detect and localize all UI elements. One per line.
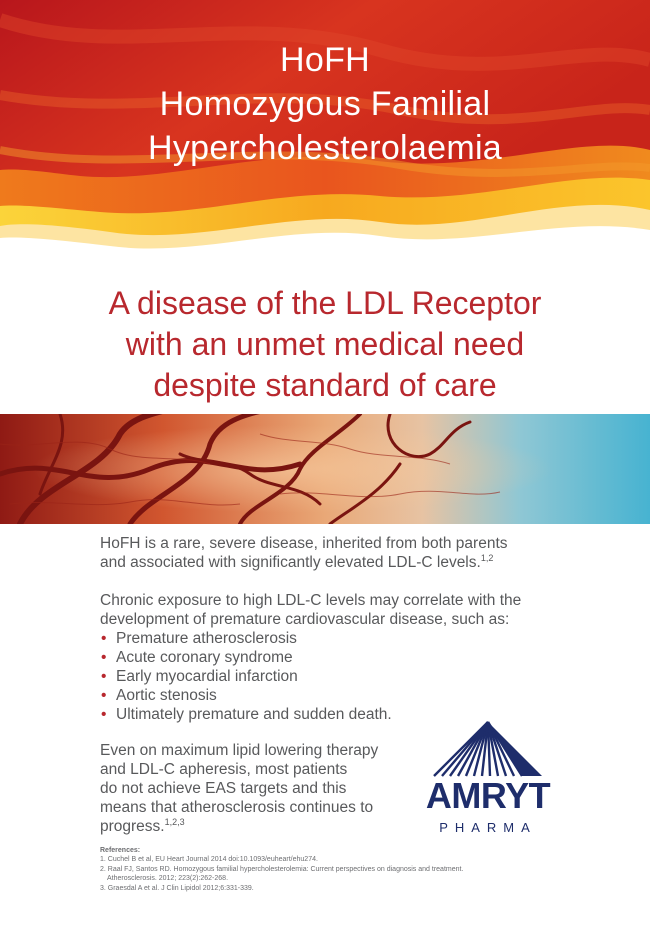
reference-item: 3. Graesdal A et al. J Clin Lipidol 2012;6:331-339.	[100, 884, 254, 892]
intro-citation: 1,2	[480, 553, 494, 563]
blood-vessels-image	[0, 414, 650, 524]
list-item-text: Acute coronary syndrome	[116, 649, 293, 666]
bullet-icon: •	[101, 630, 107, 647]
list-item	[100, 686, 640, 705]
body-copy	[100, 534, 640, 724]
blood-vessels-illustration	[0, 414, 650, 524]
list-item	[100, 629, 640, 648]
list-item-text: Early myocardial infarction	[116, 668, 298, 685]
reference-item: 2. Raal FJ, Santos RD. Homozygous familial hypercholesterolemia: Current perspectives on diagnosis and treatment.	[100, 865, 464, 873]
closing-line: means that atherosclerosis continues to	[100, 799, 374, 816]
hero-title	[0, 38, 650, 170]
brand-name: AMRYT	[425, 775, 551, 816]
exposure-line-2: development of premature cardiovascular disease, such as:	[100, 611, 510, 628]
list-item-text: Aortic stenosis	[116, 687, 217, 704]
exposure-line-1: Chronic exposure to high LDL-C levels may correlate with the	[100, 592, 522, 609]
hero-title-line: Homozygous Familial	[159, 85, 491, 123]
closing-line: Even on maximum lipid lowering therapy	[100, 742, 379, 759]
brand-subtitle: PHARMA	[439, 820, 537, 835]
references	[100, 846, 550, 893]
exposure-paragraph	[100, 591, 640, 629]
closing-line: and LDL-C apheresis, most patients	[100, 761, 348, 778]
disease-bullet-list	[100, 629, 640, 724]
hero-title-line: Hypercholesterolaemia	[147, 129, 503, 167]
headline-line: with an unmet medical need	[125, 326, 525, 362]
references-heading: References:	[100, 847, 141, 854]
headline-line: A disease of the LDL Receptor	[108, 285, 542, 321]
list-item	[100, 667, 640, 686]
list-item	[100, 648, 640, 667]
reference-item: Atherosclerosis. 2012; 223(2):262-268.	[107, 875, 229, 883]
bullet-icon: •	[101, 706, 107, 723]
bullet-icon: •	[101, 668, 107, 685]
closing-line: do not achieve EAS targets and this	[100, 780, 347, 797]
pyramid-lines-icon	[412, 718, 564, 780]
bullet-icon: •	[101, 687, 107, 704]
closing-paragraph	[100, 741, 400, 836]
hero-title-line: HoFH	[280, 41, 370, 79]
reference-item: 1. Cuchel B et al, EU Heart Journal 2014 doi:10.1093/euheart/ehu274.	[100, 856, 318, 864]
bullet-icon: •	[101, 649, 107, 666]
list-item-text: Premature atherosclerosis	[116, 630, 297, 647]
headline-line: despite standard of care	[153, 367, 497, 403]
headline	[0, 283, 650, 406]
closing-citation: 1,2,3	[164, 817, 185, 827]
intro-paragraph	[100, 534, 640, 572]
intro-line-1: HoFH is a rare, severe disease, inherited from both parents	[100, 535, 508, 552]
closing-line: progress.	[100, 818, 165, 835]
list-item-text: Ultimately premature and sudden death.	[116, 706, 392, 723]
intro-line-2: and associated with significantly elevated LDL-C levels.	[100, 554, 481, 571]
